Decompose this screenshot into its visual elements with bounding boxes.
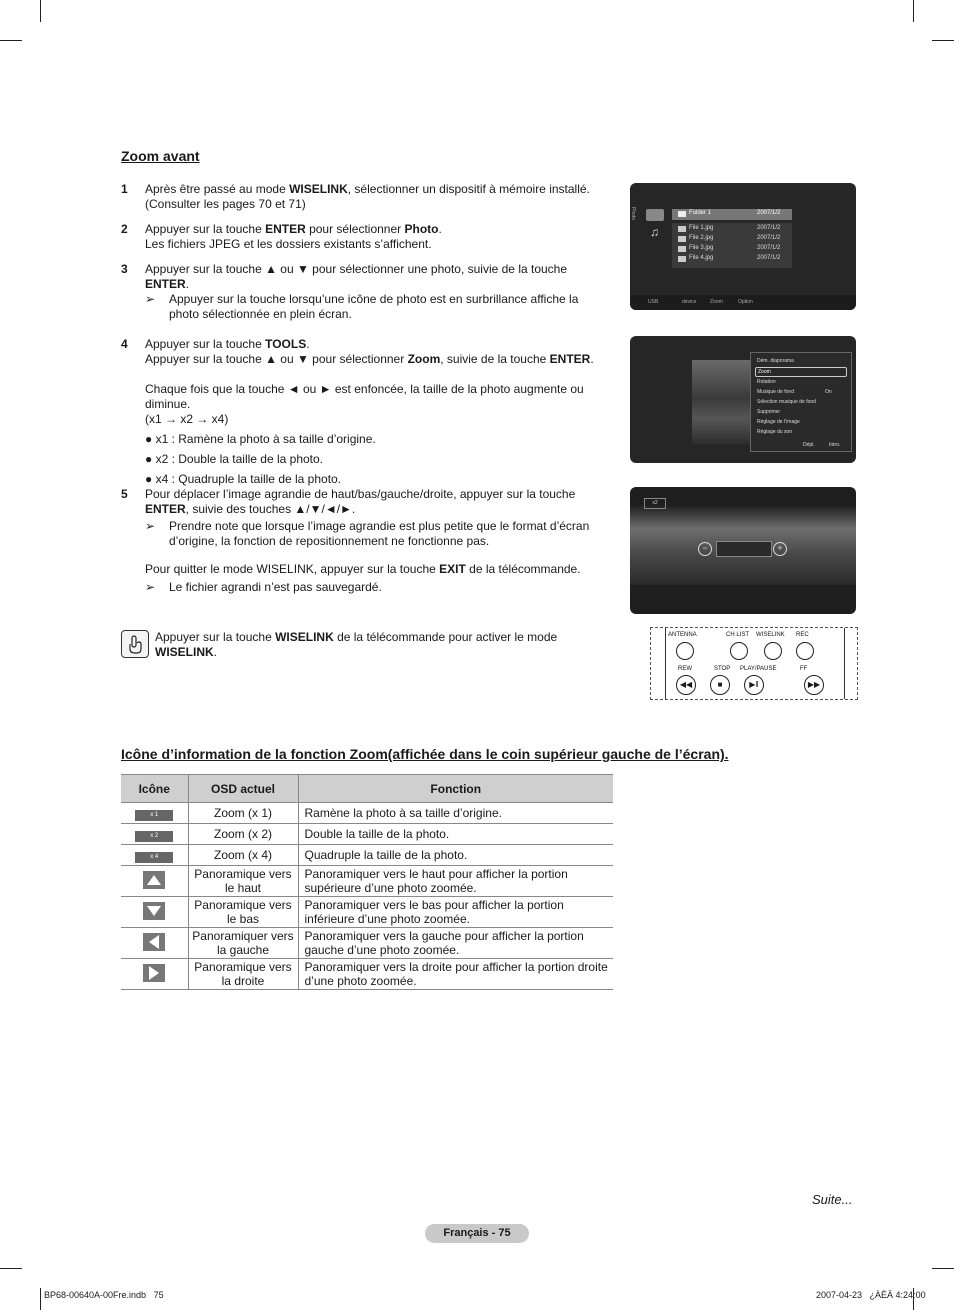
tip-segment: de la télécommande pour activer le mode xyxy=(333,630,558,644)
tools-menu xyxy=(750,352,852,452)
section-title-zoom-icons: Icône d’information de la fonction Zoom(affichée dans le coin supérieur gauche de l’écran). xyxy=(121,746,729,762)
keyword: Photo xyxy=(404,222,439,236)
menu-item-value: On xyxy=(825,389,832,395)
step-text: , suivie de la touche xyxy=(440,352,550,366)
bullet: ● x2 : Double la taille de la photo. xyxy=(145,452,324,466)
remote-label: FF xyxy=(800,666,808,672)
remote-label: WISELINK xyxy=(756,632,785,638)
folder-name: Folder 1 xyxy=(689,210,712,216)
device-label: device xyxy=(682,299,697,305)
photo-tab-icon xyxy=(646,209,664,221)
step-text: Appuyer sur la touche xyxy=(145,222,266,236)
note-text: Appuyer sur la touche lorsqu’une icône de photo est en surbrillance affiche la photo sélectionnée en plein écran. xyxy=(169,292,579,321)
tip-text xyxy=(155,630,595,660)
step-text: , sélectionner un dispositif à mémoire installé. (Consulter les pages 70 et 71) xyxy=(145,182,590,211)
note-arrow-icon: ➢ xyxy=(145,292,156,306)
zoom-out-icon[interactable]: − xyxy=(698,542,712,556)
step-2 xyxy=(121,222,611,252)
step-number: 1 xyxy=(121,182,128,196)
step-text: Les fichiers JPEG et les dossiers existants s’affichent. xyxy=(145,237,432,251)
remote-label: REC xyxy=(796,632,809,638)
table-cell-function: Panoramiquer vers la gauche pour afficher la portion gauche d’une photo zoomée. xyxy=(298,928,613,959)
step-text: . xyxy=(590,352,594,366)
step-text: . xyxy=(306,337,310,351)
table-cell-icon xyxy=(121,824,188,845)
step-text: . xyxy=(438,222,442,236)
table-cell-osd: Panoramique vers le haut xyxy=(188,866,298,897)
keyword: EXIT xyxy=(439,562,466,576)
table-cell-icon xyxy=(121,928,188,959)
usb-label: USB xyxy=(648,299,659,305)
file-name-footer: BP68-00640A-00Fre.indb 75 xyxy=(44,1290,164,1300)
file-icon xyxy=(678,256,686,262)
remote-body xyxy=(665,628,845,699)
exit-instruction xyxy=(145,562,611,577)
zoom-control[interactable] xyxy=(716,541,772,557)
step-text: . xyxy=(185,277,190,291)
menu-item-label: Zoom xyxy=(758,369,771,375)
enter-hint: Intro. xyxy=(829,442,841,448)
file-date: 2007/1/2 xyxy=(757,245,781,251)
header-icon: Icône xyxy=(121,775,188,803)
crop-mark xyxy=(0,40,22,41)
step-number: 3 xyxy=(121,262,128,276)
page-number: Français - 75 xyxy=(425,1224,529,1243)
step-text: Pour déplacer l’image agrandie de haut/bas/gauche/droite, appuyer sur la touche xyxy=(145,487,576,501)
note xyxy=(145,292,611,322)
keyword: WISELINK xyxy=(155,645,214,659)
fast-forward-icon[interactable]: ▶▶ xyxy=(804,675,824,695)
timestamp-footer: 2007-04-23 ¿ÀÈÄ 4:24:00 xyxy=(816,1290,926,1300)
table-cell-function: Panoramiquer vers le bas pour afficher la portion inférieure d’une photo zoomée. xyxy=(298,897,613,928)
note xyxy=(145,519,611,549)
header-function: Fonction xyxy=(298,775,613,803)
keyword: ENTER xyxy=(549,352,591,366)
step-text: , suivie des touches ▲/▼/◄/►. xyxy=(185,502,356,516)
note xyxy=(145,580,611,595)
keyword: WISELINK xyxy=(275,630,334,644)
section-title-zoom: Zoom avant xyxy=(121,148,200,164)
keyword: TOOLS xyxy=(265,337,307,351)
table-cell-function: Double la taille de la photo. xyxy=(298,824,613,845)
file-icon xyxy=(678,226,686,232)
zoom-label: Zoom xyxy=(710,299,723,305)
remote-label: CH LIST xyxy=(726,632,750,638)
note-arrow-icon: ➢ xyxy=(145,519,156,533)
file-date: 2007/1/2 xyxy=(757,255,781,261)
remote-label: STOP xyxy=(714,666,731,672)
keyword: ENTER xyxy=(145,502,186,516)
tip-segment: Appuyer sur la touche xyxy=(155,630,276,644)
file-name: File 3.jpg xyxy=(689,245,714,251)
note-arrow-icon: ➢ xyxy=(145,580,156,594)
step-3 xyxy=(121,262,611,322)
crop-mark xyxy=(40,1288,41,1310)
table-row xyxy=(121,845,613,866)
side-label: Photo xyxy=(630,207,636,221)
stop-icon[interactable]: ■ xyxy=(710,675,730,695)
file-name: File 1.jpg xyxy=(689,225,714,231)
table-cell-osd: Panoramiquer vers la gauche xyxy=(188,928,298,959)
menu-item[interactable]: Sélection musique de fond xyxy=(757,399,816,405)
music-note-icon: ♫ xyxy=(650,225,659,239)
menu-item[interactable]: Rotation xyxy=(757,379,776,385)
menu-item[interactable]: Musique de fond xyxy=(757,389,794,395)
arrow-down-icon xyxy=(143,902,165,920)
table-cell-icon xyxy=(121,897,188,928)
menu-item[interactable]: Dém. diaporama xyxy=(757,358,794,364)
step-4 xyxy=(121,337,611,487)
zoom-x4-icon: x 4 xyxy=(135,852,173,863)
folder-row[interactable] xyxy=(672,209,792,220)
browser-footer xyxy=(630,295,856,310)
zoom-level-badge: x2 xyxy=(644,498,666,509)
zoom-x1-icon: x 1 xyxy=(135,810,173,821)
menu-item[interactable]: Supprimer xyxy=(757,409,781,415)
table-row xyxy=(121,866,613,897)
table-row xyxy=(121,824,613,845)
table-cell-osd: Zoom (x 4) xyxy=(188,845,298,866)
table-cell-icon xyxy=(121,959,188,990)
file-list xyxy=(672,223,792,268)
table-row xyxy=(121,897,613,928)
table-cell-function: Ramène la photo à sa taille d’origine. xyxy=(298,803,613,824)
crop-mark xyxy=(932,1268,954,1269)
table-header-row xyxy=(121,775,613,803)
file-icon xyxy=(678,246,686,252)
screenshot-zoomed-photo xyxy=(630,487,856,614)
keyword: ENTER xyxy=(145,277,186,291)
arrow-right-icon xyxy=(143,964,165,982)
step-text: Appuyer sur la touche ▲ ou ▼ pour sélectionner xyxy=(145,352,408,366)
step-text: Appuyer sur la touche ▲ ou ▼ pour sélectionner une photo, suivie de la touche xyxy=(145,262,568,276)
file-date: 2007/1/2 xyxy=(757,235,781,241)
remote-label: PLAY/PAUSE xyxy=(740,666,777,672)
step-text: Après être passé au mode xyxy=(145,182,290,196)
remote-illustration xyxy=(650,627,858,700)
hand-pointer-icon xyxy=(121,630,149,658)
step-text: de la télécommande. xyxy=(465,562,581,576)
remote-label: REW xyxy=(678,666,692,672)
step-text: pour sélectionner xyxy=(305,222,405,236)
arrow-up-icon xyxy=(143,871,165,889)
table-cell-osd: Panoramique vers la droite xyxy=(188,959,298,990)
table-cell-function: Panoramiquer vers le haut pour afficher la portion supérieure d’une photo zoomée. xyxy=(298,866,613,897)
folder-icon xyxy=(678,211,686,217)
step-number: 4 xyxy=(121,337,128,351)
bullet: ● x4 : Quadruple la taille de la photo. xyxy=(145,472,342,486)
continued-label: Suite... xyxy=(812,1192,853,1207)
move-hint: Dépl. xyxy=(803,442,815,448)
table-cell-icon xyxy=(121,845,188,866)
tip-segment: . xyxy=(213,645,218,659)
bullet: ● x1 : Ramène la photo à sa taille d’origine. xyxy=(145,432,376,446)
arrow-left-icon xyxy=(143,933,165,951)
table-cell-function: Panoramiquer vers la droite pour afficher la portion droite d’une photo zoomée. xyxy=(298,959,613,990)
note-text: Prendre note que lorsque l’image agrandie est plus petite que le format d’écran d’origine, la fonction de repositionnement ne fonctionne pas. xyxy=(169,519,590,548)
zoom-icon-table xyxy=(121,774,613,990)
step-number: 5 xyxy=(121,487,128,501)
antenna-button[interactable] xyxy=(676,642,694,660)
crop-mark xyxy=(932,40,954,41)
keyword: WISELINK xyxy=(289,182,348,196)
file-name: File 2.jpg xyxy=(689,235,714,241)
note-text: Le fichier agrandi n’est pas sauvegardé. xyxy=(169,580,382,594)
crop-mark xyxy=(0,1268,22,1269)
table-cell-icon xyxy=(121,803,188,824)
file-date: 2007/1/2 xyxy=(757,225,781,231)
zoom-in-icon[interactable]: + xyxy=(773,542,787,556)
menu-item[interactable]: Réglage de l’image xyxy=(757,419,800,425)
step-text: Pour quitter le mode WISELINK, appuyer sur la touche xyxy=(145,562,440,576)
header-osd: OSD actuel xyxy=(188,775,298,803)
option-label: Option xyxy=(738,299,753,305)
table-cell-function: Quadruple la taille de la photo. xyxy=(298,845,613,866)
folder-date: 2007/1/2 xyxy=(757,210,781,216)
rewind-icon[interactable]: ◀◀ xyxy=(676,675,696,695)
chlist-button[interactable] xyxy=(730,642,748,660)
table-cell-osd: Zoom (x 1) xyxy=(188,803,298,824)
step-1 xyxy=(121,182,611,212)
play-pause-icon[interactable]: ▶ǁ xyxy=(744,675,764,695)
table-cell-osd: Panoramique vers le bas xyxy=(188,897,298,928)
zoom-sequence: (x1 → x2 → x4) xyxy=(145,412,229,426)
file-name: File 4.jpg xyxy=(689,255,714,261)
screenshot-tools-menu xyxy=(630,336,856,463)
menu-item-zoom[interactable] xyxy=(755,367,847,377)
step-number: 2 xyxy=(121,222,128,236)
wiselink-button[interactable] xyxy=(764,642,782,660)
table-row xyxy=(121,803,613,824)
keyword: ENTER xyxy=(265,222,306,236)
step-5 xyxy=(121,487,611,595)
table-cell-osd: Zoom (x 2) xyxy=(188,824,298,845)
rec-button[interactable] xyxy=(796,642,814,660)
menu-item[interactable]: Réglage du son xyxy=(757,429,793,435)
table-cell-icon xyxy=(121,866,188,897)
step-paragraph: Chaque fois que la touche ◄ ou ► est enfoncée, la taille de la photo augmente ou diminue. xyxy=(145,382,584,411)
table-row xyxy=(121,959,613,990)
screenshot-photo-browser xyxy=(630,183,856,310)
file-icon xyxy=(678,236,686,242)
zoom-x2-icon: x 2 xyxy=(135,831,173,842)
table-row xyxy=(121,928,613,959)
crop-mark xyxy=(40,0,41,22)
remote-label: ANTENNA xyxy=(668,632,697,638)
crop-mark xyxy=(913,0,914,22)
step-text: Appuyer sur la touche xyxy=(145,337,266,351)
keyword: Zoom xyxy=(407,352,441,366)
